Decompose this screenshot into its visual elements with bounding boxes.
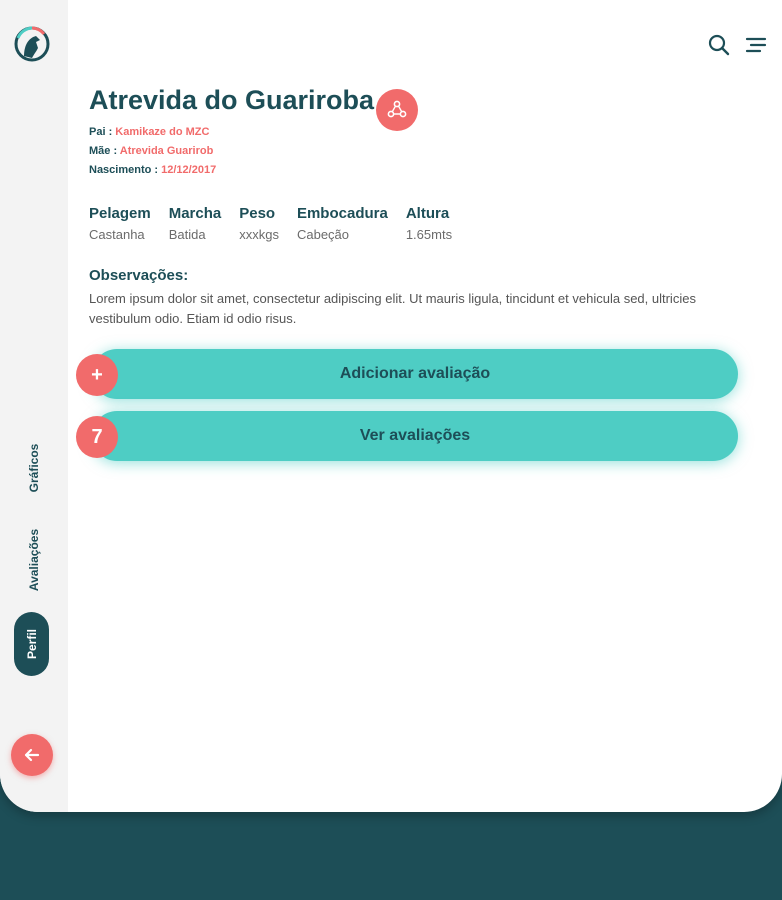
tab-perfil-label: Perfil [24, 628, 39, 660]
stat-label: Marcha [168, 205, 222, 222]
view-evaluations-label: Ver avaliações [359, 427, 471, 444]
stats-row [89, 205, 470, 242]
tab-avaliacoes[interactable]: Avaliações [27, 528, 41, 592]
sidebar [0, 0, 68, 812]
share-button[interactable] [376, 89, 418, 131]
pai-row [89, 126, 209, 138]
stat-embocadura [297, 205, 388, 242]
observacoes-text: Lorem ipsum dolor sit amet, consectetur adipiscing elit. Ut mauris ligula, tincidunt et vehicula sed, ultricies vestibulum odio. Etiam id odio risus. [89, 291, 696, 326]
stat-altura [406, 205, 452, 242]
pai-value[interactable]: Kamikaze do MZC [115, 126, 210, 138]
nascimento-row [89, 164, 216, 176]
mae-label: Mãe : [89, 145, 118, 157]
back-button[interactable] [11, 734, 53, 776]
share-icon [386, 99, 408, 121]
mae-value[interactable]: Atrevida Guarirob [119, 145, 214, 157]
observacoes-label: Observações: [89, 267, 189, 284]
bottom-nav [0, 812, 782, 900]
arrow-left-icon [22, 745, 42, 765]
search-icon[interactable] [708, 34, 730, 56]
add-evaluation-button[interactable] [92, 349, 738, 399]
stat-label: Peso [239, 205, 276, 222]
page-title: Atrevida do Guariroba [89, 85, 375, 115]
stat-pelagem [89, 205, 151, 242]
horse-logo-icon [14, 26, 50, 62]
mae-row [89, 145, 213, 157]
menu-icon[interactable] [744, 34, 768, 56]
stat-value: xxxkgs [239, 227, 279, 242]
tab-graficos[interactable]: Gráficos [27, 443, 41, 493]
stat-value: Batida [168, 227, 206, 242]
plus-icon[interactable]: + [76, 354, 118, 396]
stat-label: Embocadura [296, 205, 388, 222]
stat-marcha [169, 205, 222, 242]
topbar-actions [708, 34, 768, 56]
stat-value: 1.65mts [405, 227, 453, 242]
stat-peso [239, 205, 279, 242]
view-evaluations-button[interactable] [92, 411, 738, 461]
nascimento-value: 12/12/2017 [161, 164, 217, 176]
add-evaluation-label: Adicionar avaliação [339, 365, 491, 382]
stat-label: Altura [405, 205, 450, 222]
tab-perfil[interactable] [14, 612, 49, 676]
pai-label: Pai : [89, 126, 113, 138]
stat-value: Castanha [89, 227, 145, 242]
stat-value: Cabeção [296, 227, 350, 242]
nascimento-label: Nascimento : [89, 164, 159, 176]
stat-label: Pelagem [89, 205, 151, 222]
evaluations-count-badge: 7 [76, 416, 118, 458]
